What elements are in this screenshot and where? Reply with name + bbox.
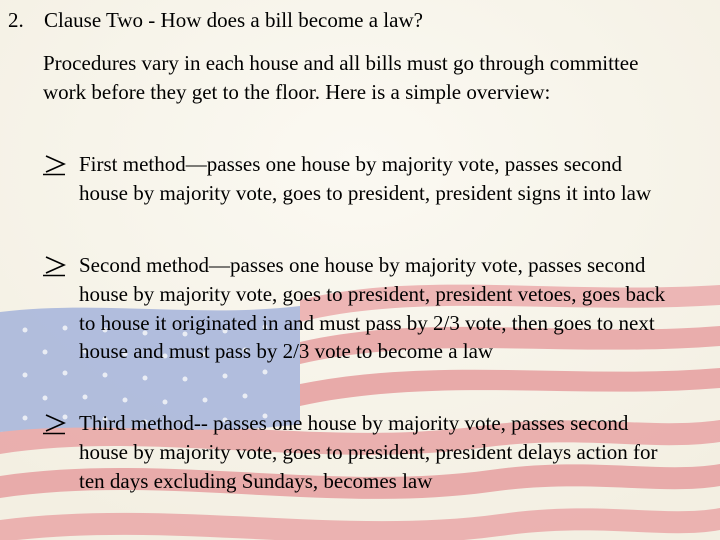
heading-text: Clause Two - How does a bill become a law?	[44, 8, 423, 32]
bullet-item-third-method	[43, 409, 668, 495]
heading-number: 2.	[8, 8, 24, 32]
bullet-text: First method—passes one house by majority vote, passes second house by majority vote, goes to president, president signs it into law	[79, 152, 652, 205]
arrow-bullet-icon	[43, 411, 71, 435]
intro-paragraph: Procedures vary in each house and all bills must go through committee work before they get to the floor. Here is a simple overview:	[43, 51, 639, 104]
arrow-bullet-icon	[43, 253, 71, 277]
bullet-text: Second method—passes one house by majority vote, passes second house by majority vote, goes to president, president vetoes, goes back to house it originated in and must pass by 2/3 vote, then goes to next house and must pass by 2/3 vote to become a law	[79, 253, 666, 364]
arrow-bullet-icon	[43, 152, 71, 176]
bullet-item-second-method	[43, 251, 668, 366]
bullet-text: Third method-- passes one house by majority vote, passes second house by majority vote, goes to president, president delays action for ten days excluding Sundays, becomes law	[79, 411, 658, 493]
bullet-item-first-method	[43, 150, 668, 208]
slide-heading	[8, 6, 423, 34]
